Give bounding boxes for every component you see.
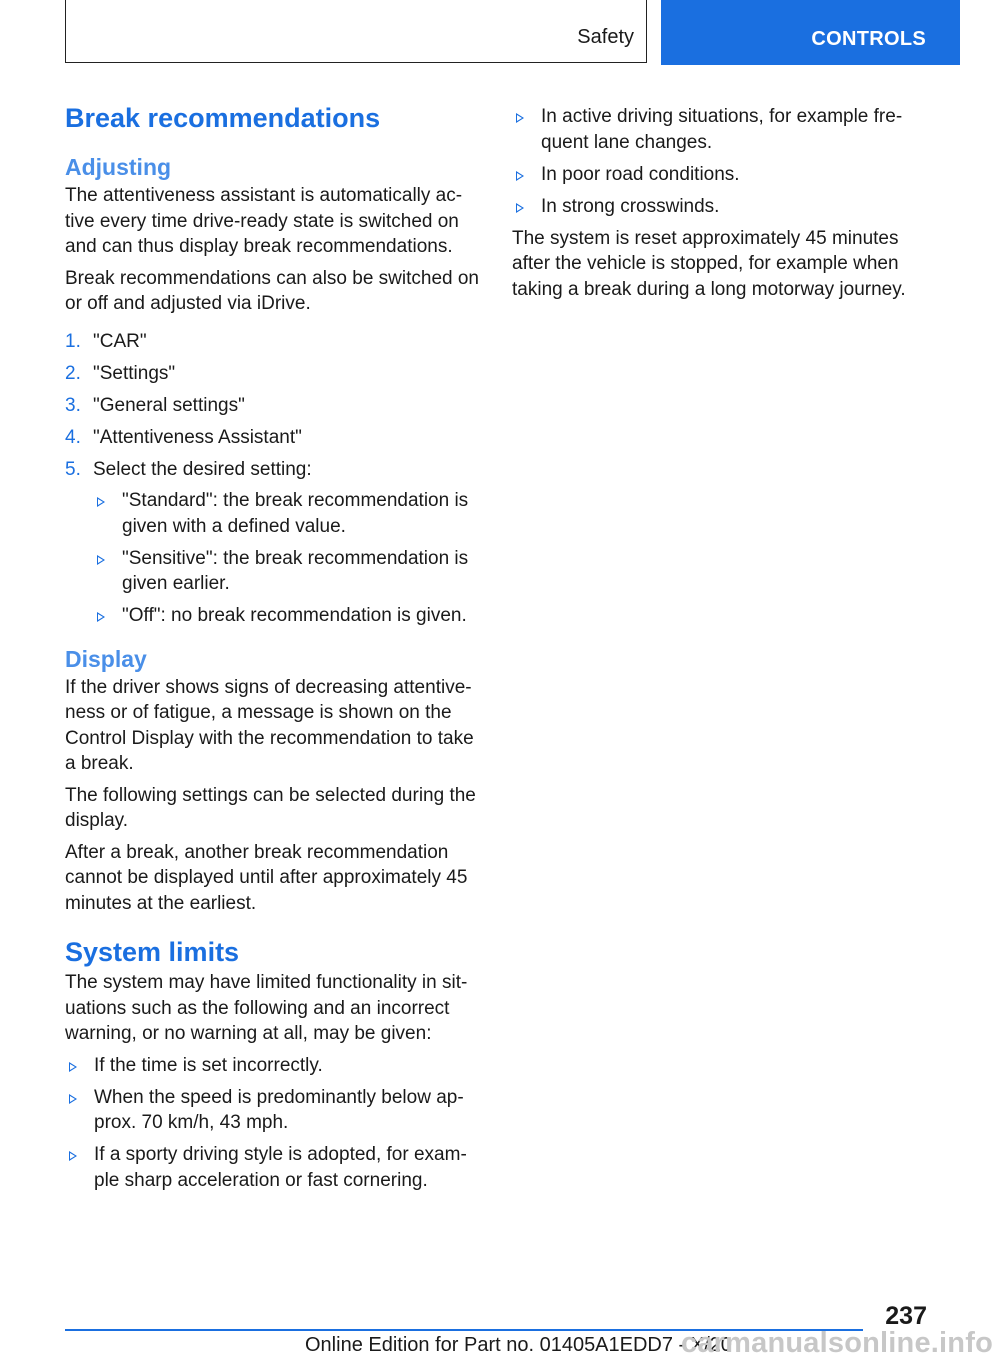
- step-text: "Settings": [93, 362, 176, 384]
- step-item: [65, 393, 485, 419]
- limits-list-continued: [512, 104, 912, 219]
- page-title: Break recommendations: [65, 103, 381, 133]
- limit-item: [512, 194, 912, 220]
- step-number: 2.: [65, 362, 81, 384]
- limit-text: In active driving situations, for example fre‐ quent lane changes.: [541, 106, 903, 153]
- page-number: 237: [885, 1302, 927, 1330]
- triangle-bullet-icon: [69, 1094, 77, 1104]
- step-text: Select the desired setting:: [93, 458, 312, 480]
- triangle-bullet-icon: [69, 1062, 77, 1072]
- step-item: [65, 457, 485, 629]
- triangle-bullet-icon: [97, 612, 105, 622]
- right-column: [512, 104, 912, 308]
- step-number: 4.: [65, 426, 81, 448]
- limit-text: In strong crosswinds.: [541, 195, 720, 217]
- step-number: 3.: [65, 394, 81, 416]
- chapter-title: CONTROLS: [811, 28, 926, 50]
- option-text: "Sensitive": the break recommendation is given earlier.: [122, 547, 469, 594]
- triangle-bullet-icon: [516, 171, 524, 181]
- option-item: [93, 603, 485, 629]
- setting-options-list: [93, 488, 485, 629]
- option-text: "Standard": the break recommendation is given with a defined value.: [122, 490, 469, 537]
- triangle-bullet-icon: [97, 497, 105, 507]
- limit-text: If the time is set incorrectly.: [94, 1054, 323, 1076]
- limit-text: If a sporty driving style is adopted, for exam‐ ple sharp acceleration or fast cornering.: [94, 1144, 467, 1191]
- display-paragraph-3: After a break, another break recommendation cannot be displayed until after approximately 45 minutes at the earliest.: [65, 841, 468, 914]
- triangle-bullet-icon: [516, 113, 524, 123]
- watermark: carmanualsonline.info: [681, 1327, 993, 1359]
- system-limits-heading: System limits: [65, 937, 240, 967]
- triangle-bullet-icon: [97, 555, 105, 565]
- step-number: 1.: [65, 330, 81, 352]
- limit-item: [512, 162, 912, 188]
- limit-text: When the speed is predominantly below ap‐ prox. 70 km/h, 43 mph.: [94, 1086, 464, 1133]
- triangle-bullet-icon: [516, 203, 524, 213]
- limit-text: In poor road conditions.: [541, 163, 740, 185]
- step-item: [65, 425, 485, 451]
- limit-item: [65, 1142, 485, 1193]
- limit-item: [65, 1085, 485, 1136]
- step-item: [65, 361, 485, 387]
- adjusting-paragraph-1: The attentiveness assistant is automatically ac‐ tive every time drive-ready state is switched on and can thus display break recommendations.: [65, 185, 463, 257]
- option-item: [93, 488, 485, 539]
- triangle-bullet-icon: [69, 1151, 77, 1161]
- adjusting-heading: Adjusting: [65, 154, 172, 180]
- display-heading: Display: [65, 645, 147, 672]
- footer-edition-text: Online Edition for Part no. 01405A1EDD7 - X/20: [305, 1334, 732, 1356]
- limit-item: [512, 104, 912, 155]
- step-text: "General settings": [93, 394, 245, 416]
- step-number: 5.: [65, 458, 81, 480]
- adjusting-paragraph-2: Break recommendations can also be switched on or off and adjusted via iDrive.: [65, 267, 480, 314]
- step-text: "Attentiveness Assistant": [93, 426, 302, 448]
- step-item: [65, 329, 485, 355]
- left-column: [65, 100, 485, 1200]
- limits-paragraph-1: The system may have limited functionality in sit‐ uations such as the following and an incorrect warning, or no warning at all, may be given:: [65, 972, 468, 1044]
- limits-list: [65, 1053, 485, 1194]
- header-section-box: [65, 0, 647, 63]
- display-paragraph-1: If the driver shows signs of decreasing attentive‐ ness or of fatigue, a message is shown on the Control Display with the recommendation to take a break.: [65, 676, 474, 774]
- section-title: Safety: [577, 26, 634, 48]
- limit-item: [65, 1053, 485, 1079]
- settings-steps-list: [65, 329, 485, 629]
- chapter-tab: [661, 0, 960, 65]
- option-text: "Off": no break recommendation is given.: [122, 605, 467, 626]
- reset-paragraph: The system is reset approximately 45 minutes after the vehicle is stopped, for example when taking a break during a long motorway journey.: [512, 227, 906, 300]
- display-paragraph-2: The following settings can be selected during the display.: [65, 784, 476, 831]
- step-text: "CAR": [93, 330, 147, 352]
- option-item: [93, 546, 485, 597]
